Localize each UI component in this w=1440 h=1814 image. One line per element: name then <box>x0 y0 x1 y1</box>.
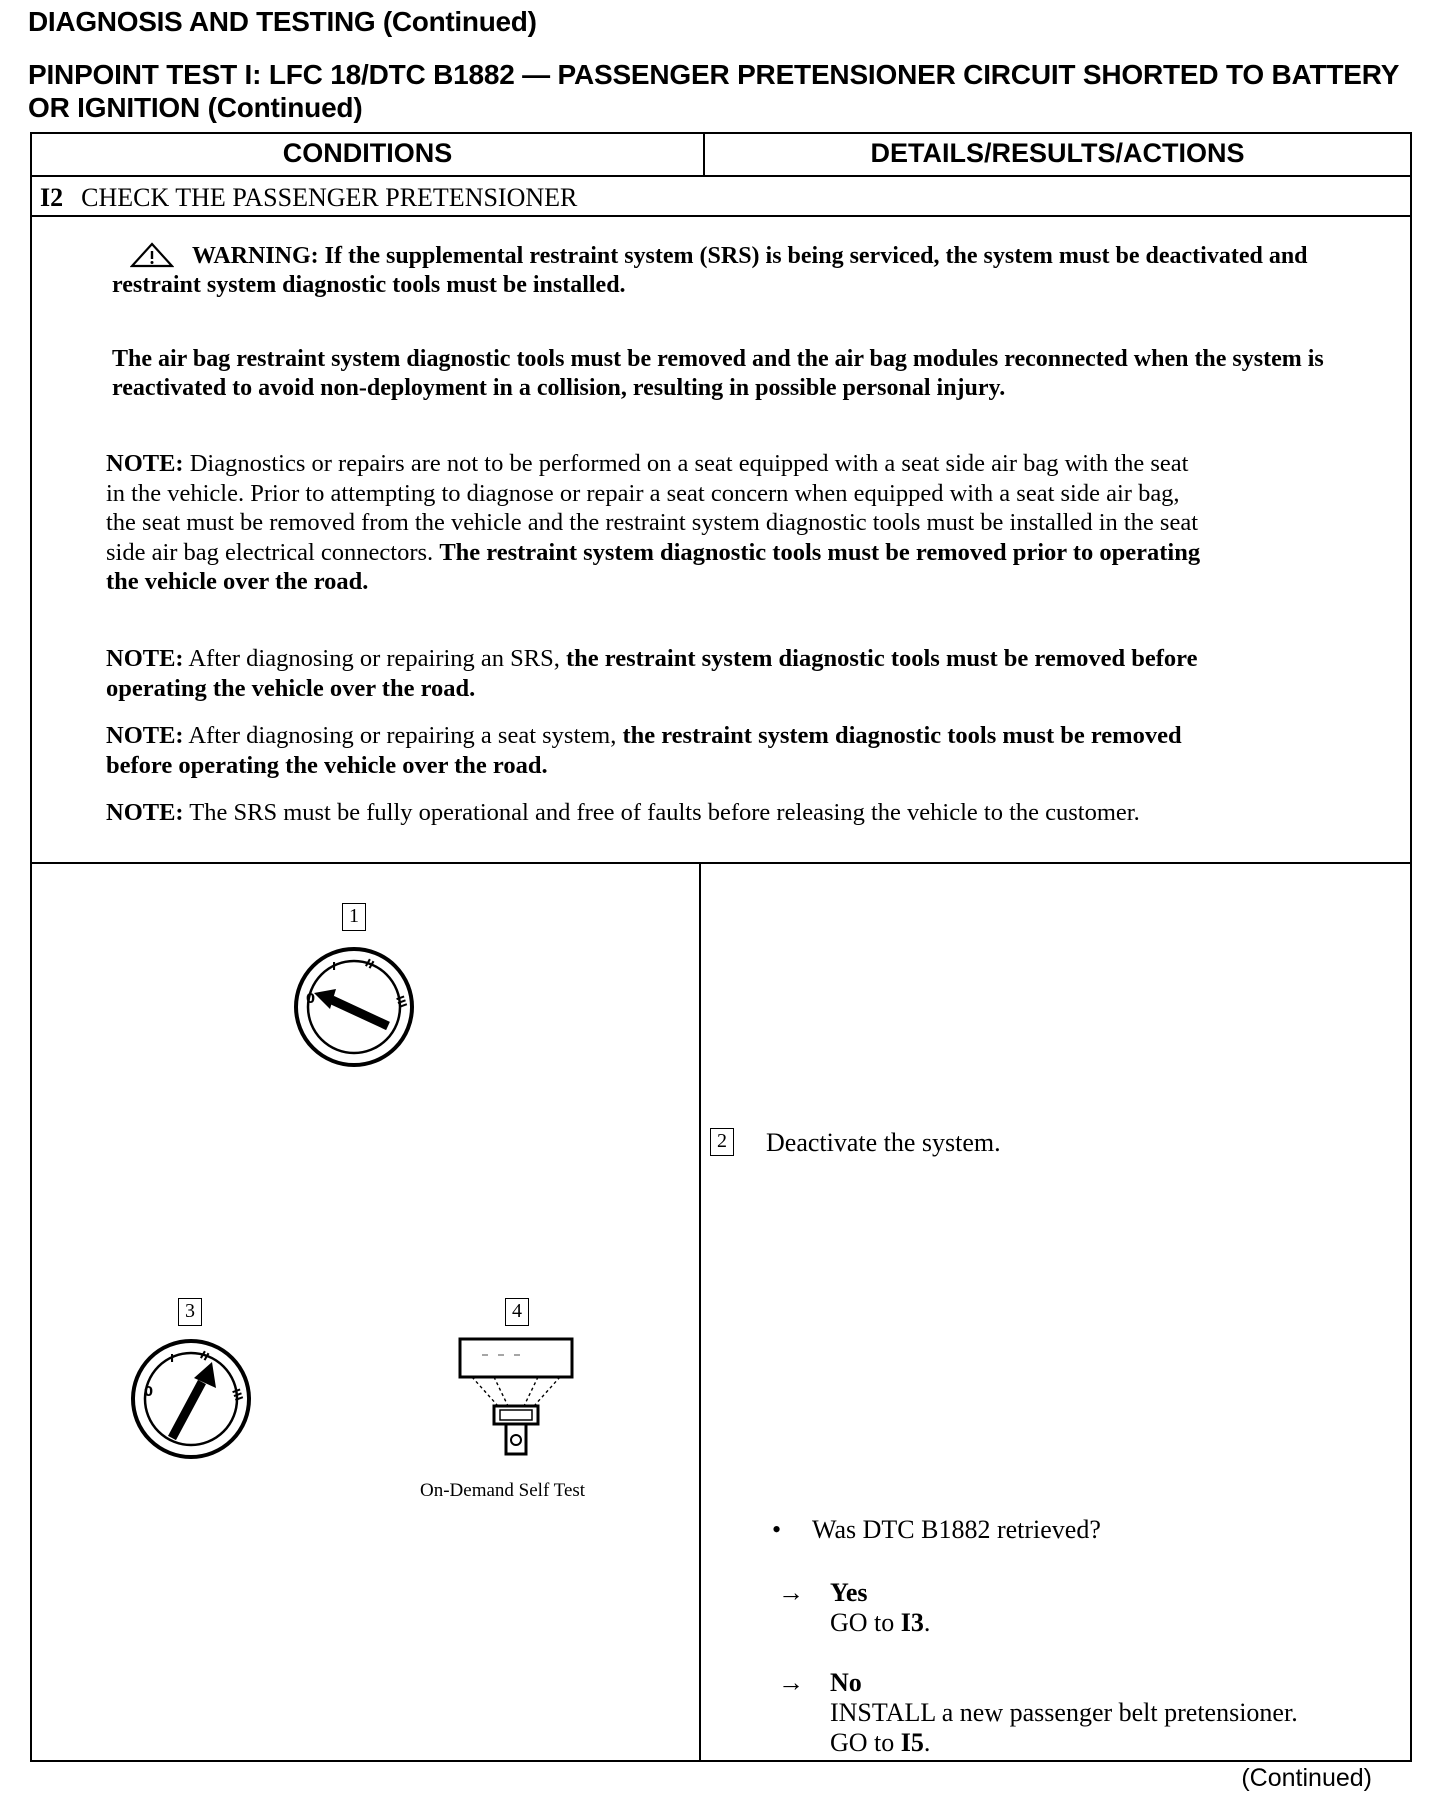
no-result <box>830 1698 1298 1758</box>
section-title: DIAGNOSIS AND TESTING (Continued) <box>28 6 537 37</box>
note-text: Diagnostics or repairs are not to be performed on a seat equipped with a seat side air bag with the seat in the vehicle. Prior to attempting to diagnose or repair a seat concern when equipped with a seat side air bag, the seat must be removed from the vehicle and the restraint system diagnostic tools must be installed in the seat side air bag electrical connectors. <box>106 450 1199 566</box>
step-number: I2 <box>40 183 64 212</box>
note-text: After diagnosing or repairing a seat system, <box>183 722 623 749</box>
callout-4: 4 <box>505 1298 529 1326</box>
step-2-action: Deactivate the system. <box>766 1128 1001 1157</box>
switch-label-i: I <box>170 1352 175 1365</box>
bullet-icon: • <box>772 1515 782 1544</box>
switch-label-0: 0 <box>144 1385 154 1400</box>
callout-2: 2 <box>710 1128 734 1156</box>
note-bold-text: the restraint system diagnostic tools must be removed before operating the vehicle over the road. <box>106 722 1182 779</box>
period: . <box>923 1728 931 1757</box>
continued-footer: (Continued) <box>1241 1764 1372 1792</box>
note-srs-operational <box>106 798 1206 828</box>
switch-label-ii: II <box>362 956 377 972</box>
no-go-line <box>830 1728 1298 1758</box>
pinpoint-test-title: PINPOINT TEST I: LFC 18/DTC B1882 — PASSENGER PRETENSIONER CIRCUIT SHORTED TO BATTERY OR IGNITION (Continued) <box>28 59 1399 123</box>
note-label: NOTE: <box>106 645 184 672</box>
no-label: No <box>830 1668 862 1697</box>
ignition-switch-run-icon <box>128 1336 254 1462</box>
switch-label-iii: III <box>392 993 410 1010</box>
switch-label-0: 0 <box>306 992 316 1007</box>
note-bold-text: The restraint system diagnostic tools must be removed prior to operating the vehicle over the road. <box>106 538 1201 595</box>
warning-section-divider <box>30 862 1412 864</box>
period: . <box>923 1608 931 1637</box>
note-label: NOTE: <box>106 799 184 826</box>
yes-go-text: GO to <box>830 1608 901 1637</box>
note-seat-side-airbag <box>106 449 1206 597</box>
dtc-question: Was DTC B1882 retrieved? <box>812 1515 1101 1544</box>
yes-arrow-icon: → <box>778 1578 804 1607</box>
note-after-seat-repair <box>106 721 1206 780</box>
note-label: NOTE: <box>106 450 184 477</box>
step-title-row <box>40 183 577 213</box>
note-after-srs-repair <box>106 644 1206 703</box>
no-go-text: GO to <box>830 1728 901 1757</box>
step-title-divider <box>30 215 1412 217</box>
switch-label-iii: III <box>228 1386 246 1403</box>
note-text: After diagnosing or repairing an SRS, <box>183 645 567 672</box>
note-bold-text: the restraint system diagnostic tools must be removed before operating the vehicle over the road. <box>106 645 1198 702</box>
callout-3: 3 <box>178 1298 202 1326</box>
conditions-column-header: CONDITIONS <box>282 138 453 168</box>
warning-remove-tools: The air bag restraint system diagnostic tools must be removed and the air bag modules reconnected when the system is reactivated to avoid non-deployment in a collision, resulting in possible personal injury. <box>112 346 1324 401</box>
yes-go-target[interactable]: I3 <box>900 1608 924 1637</box>
warning-deactivate-srs: WARNING: If the supplemental restraint system (SRS) is being serviced, the system must be deactivated and restraint system diagnostic tools must be installed. <box>112 243 1308 298</box>
switch-label-ii: II <box>197 1348 212 1364</box>
note-label: NOTE: <box>106 722 184 749</box>
yes-label: Yes <box>830 1578 868 1607</box>
diagnostic-tool-icon <box>458 1336 578 1466</box>
callout-1: 1 <box>342 903 366 931</box>
step-title: CHECK THE PASSENGER PRETENSIONER <box>81 183 578 212</box>
header-divider <box>30 175 1412 177</box>
no-go-target[interactable]: I5 <box>900 1728 924 1757</box>
body-column-divider <box>699 862 701 1762</box>
on-demand-self-test-caption: On-Demand Self Test <box>420 1480 586 1501</box>
note-text: The SRS must be fully operational and free of faults before releasing the vehicle to the customer. <box>183 799 1140 826</box>
switch-label-i: I <box>332 960 337 973</box>
details-column-header: DETAILS/RESULTS/ACTIONS <box>870 138 1245 168</box>
yes-result <box>830 1608 930 1638</box>
no-arrow-icon: → <box>778 1668 804 1697</box>
no-action-text: INSTALL a new passenger belt pretensioner. <box>830 1698 1298 1727</box>
ignition-switch-off-icon <box>292 945 416 1069</box>
